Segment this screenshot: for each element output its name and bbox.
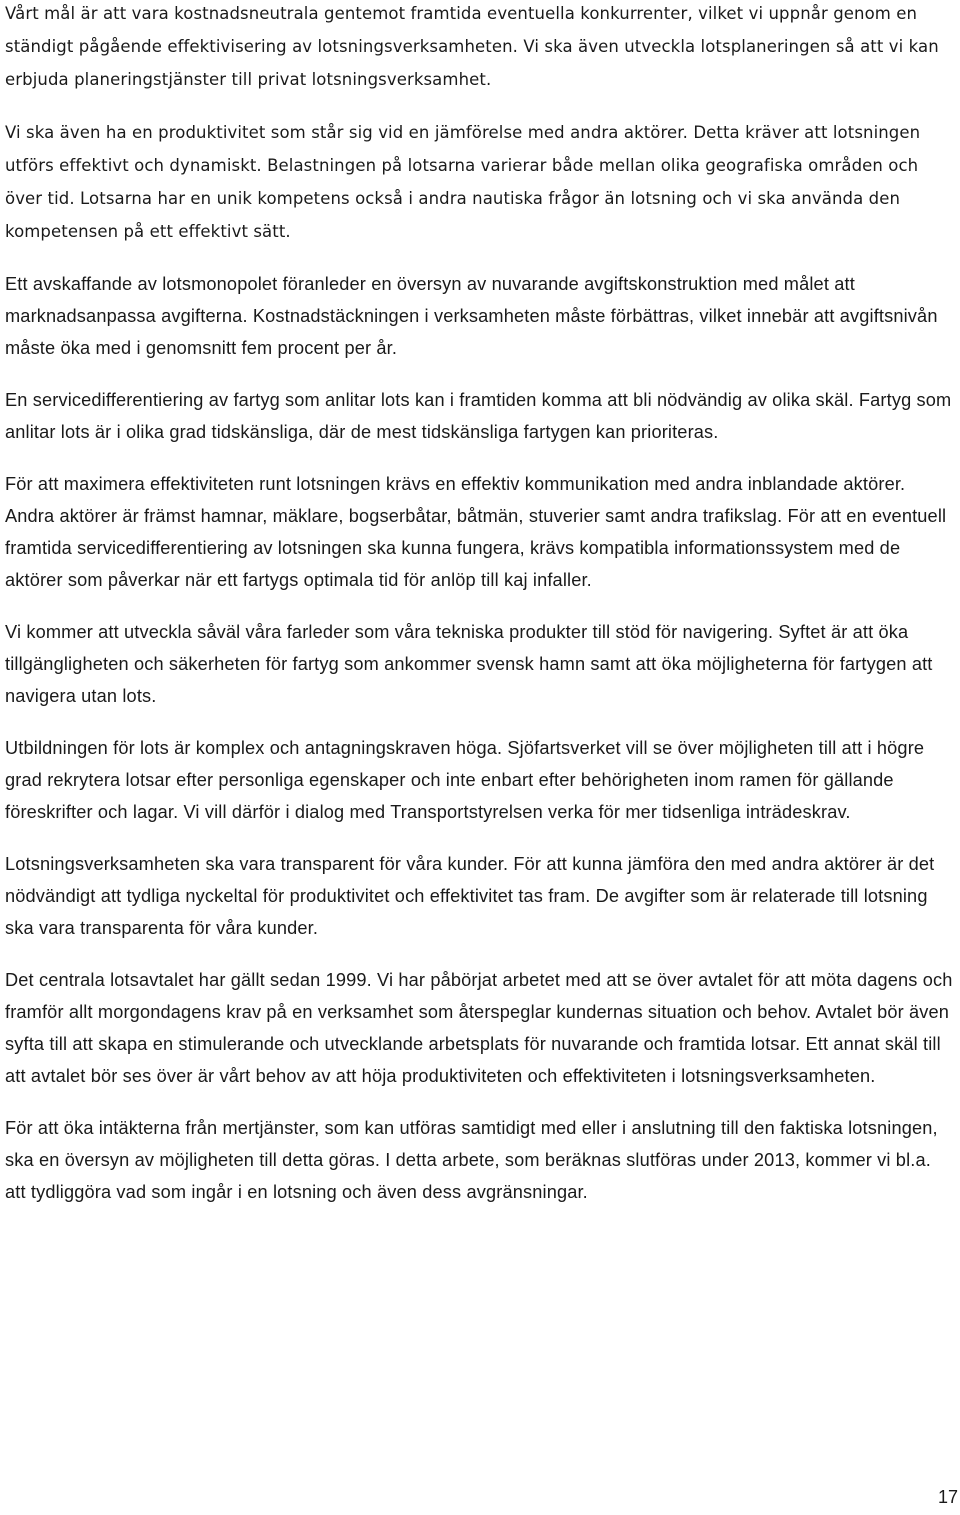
paragraph-6 bbox=[5, 616, 955, 712]
paragraph-7 bbox=[5, 732, 955, 828]
paragraph-5 bbox=[5, 468, 955, 596]
document-body bbox=[5, 0, 955, 1208]
paragraph-text: För att öka intäkterna från mertjänster, som kan utföras samtidigt med eller i anslutning till den faktiska lotsningen, ska en översyn av möjligheten till detta göras. I detta arbete, som beräknas slutföras under 2013, kommer vi bl.a. att tydliggöra vad som ingår i en lotsning och även dess avgränsningar. bbox=[5, 1118, 938, 1202]
paragraph-text: Vi kommer att utveckla såväl våra farleder som våra tekniska produkter till stöd för navigering. Syftet är att öka tillgängligheten och säkerheten för fartyg som ankommer svensk hamn samt att öka möjligheterna för fartygen att navigera utan lots. bbox=[5, 622, 933, 706]
paragraph-9 bbox=[5, 964, 955, 1092]
paragraph-3 bbox=[5, 268, 955, 364]
paragraph-text: Lotsningsverksamheten ska vara transparent för våra kunder. För att kunna jämföra den med andra aktörer är det nödvändigt att tydliga nyckeltal för produktivitet och effektivitet tas fram. De avgifter som är relaterade till lotsning ska vara transparenta för våra kunder. bbox=[5, 854, 935, 938]
paragraph-1 bbox=[5, 0, 955, 96]
paragraph-8 bbox=[5, 848, 955, 944]
paragraph-text: Utbildningen för lots är komplex och antagningskraven höga. Sjöfartsverket vill se över möjligheten till att i högre grad rekrytera lotsar efter personliga egenskaper och inte enbart efter behörigheten inom ramen för gällande föreskrifter och lagar. Vi vill därför i dialog med Transportstyrelsen verka för mer tidsenliga inträdeskrav. bbox=[5, 738, 925, 822]
document-page bbox=[5, 0, 955, 1228]
page-number: 17 bbox=[937, 1487, 958, 1507]
paragraph-text: Ett avskaffande av lotsmonopolet föranleder en översyn av nuvarande avgiftskonstruktion med målet att marknadsanpassa avgifterna. Kostnadstäckningen i verksamheten måste förbättras, vilket innebär att avgiftsnivån måste öka med i genomsnitt fem procent per år. bbox=[5, 274, 938, 358]
paragraph-4 bbox=[5, 384, 955, 448]
paragraph-10 bbox=[5, 1112, 955, 1208]
paragraph-text: För att maximera effektiviteten runt lotsningen krävs en effektiv kommunikation med andra inblandade aktörer. Andra aktörer är främst hamnar, mäklare, bogserbåtar, båtmän, stuverier samt andra trafikslag. För att en eventuell framtida servicedifferentiering av lotsningen ska kunna fungera, krävs kompatibla informationssystem med de aktörer som påverkar när ett fartygs optimala tid för anlöp till kaj infaller. bbox=[5, 474, 947, 590]
paragraph-text: En servicedifferentiering av fartyg som anlitar lots kan i framtiden komma att bli nödvändig av olika skäl. Fartyg som anlitar lots är i olika grad tidskänsliga, där de mest tidskänsliga fartygen kan prioriteras. bbox=[5, 390, 952, 442]
paragraph-text: Vi ska även ha en produktivitet som står sig vid en jämförelse med andra aktörer. Detta kräver att lotsningen utförs effektivt och dynamiskt. Belastningen på lotsarna varierar både mellan olika geografiska områden och över tid. Lotsarna har en unik kompetens också i andra nautiska frågor än lotsning och vi ska använda den kompetensen på ett effektivt sätt. bbox=[5, 123, 921, 241]
paragraph-text: Det centrala lotsavtalet har gällt sedan 1999. Vi har påbörjat arbetet med att se över avtalet för att möta dagens och framför allt morgondagens krav på en verksamhet som återspeglar kundernas situation och behov. Avtalet bör även syfta till att skapa en stimulerande och utvecklande arbetsplats för nuvarande och framtida lotsar. Ett annat skäl till att avtalet bör ses över är vårt behov av att höja produktiviteten och effektiviteten i lotsningsverksamheten. bbox=[5, 970, 953, 1086]
paragraph-text: Vårt mål är att vara kostnadsneutrala gentemot framtida eventuella konkurrenter, vilket vi uppnår genom en ständigt pågående effektivisering av lotsningsverksamheten. Vi ska även utveckla lotsplaneringen så att vi kan erbjuda planeringstjänster till privat lotsningsverksamhet. bbox=[5, 4, 939, 89]
paragraph-2 bbox=[5, 116, 955, 248]
